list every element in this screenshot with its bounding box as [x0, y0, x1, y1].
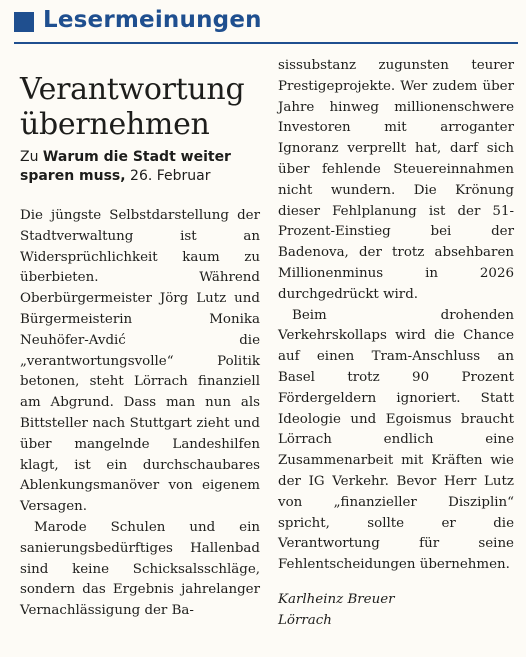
letter-author [278, 590, 514, 632]
ref-prefix: Zu [20, 149, 39, 165]
section-title: Lesermeinungen [43, 7, 262, 33]
letter-column-left [20, 56, 260, 622]
ref-article-title: Warum die Stadt weiter sparen muss, [20, 149, 231, 184]
author-name: Karlheinz Breuer [278, 591, 395, 607]
letter-paragraph-1: Die jüngste Selbstdarstellung der Stadtverwaltung ist an Widersprüchlichkeit kaum zu überbieten. Während Oberbürgermeister Jörg Lutz und Bürgermeisterin Monika Neuhöfer-Avdić die „verantwortungsvolle“ Politik betonen, steht Lörrach finanziell am Abgrund. Dass man nun als Bittsteller nach Stuttgart zieht und über mangelnde Landeshilfen klagt, ist ein durchschaubares Ablenkungsmanöver von eigenem Versagen. [20, 208, 260, 515]
letter-headline: Verantwortung übernehmen [20, 72, 245, 142]
section-divider [14, 42, 518, 44]
article-reference [20, 148, 260, 186]
section-header [14, 4, 518, 40]
letter-column-right [278, 56, 514, 632]
ref-date: 26. Februar [130, 168, 211, 184]
letter-paragraph-2: Marode Schulen und ein sanierungsbedürftiges Hallenbad sind keine Schicksalsschläge, sondern das Ergebnis jahrelanger Vernachlässigung der Ba- [20, 519, 260, 619]
section-square-icon [14, 12, 34, 32]
letter-paragraph-2-continued: sissubstanz zugunsten teurer Prestigeprojekte. Wer zudem über Jahre hinweg millionenschwere Investoren mit arroganter Ignoranz verprellt hat, darf sich über fehlende Steuereinnahmen nicht wundern. Die Krönung dieser Fehlplanung ist der 51-Prozent-Einstieg bei der Badenova, der trotz absehbaren Millionenminus in 2026 durchgedrückt wird. [278, 58, 514, 302]
author-city: Lörrach [278, 612, 332, 628]
letter-paragraph-3: Beim drohenden Verkehrskollaps wird die Chance auf einen Tram-Anschluss an Basel trotz 90 Prozent Fördergeldern ignoriert. Statt Ideologie und Egoismus braucht Lörrach endlich eine Zusammenarbeit mit Kräften wie der IG Verkehr. Bevor Herr Lutz von „finanzieller Disziplin“ spricht, sollte er die Verantwortung für seine Fehlentscheidungen übernehmen. [278, 307, 514, 573]
